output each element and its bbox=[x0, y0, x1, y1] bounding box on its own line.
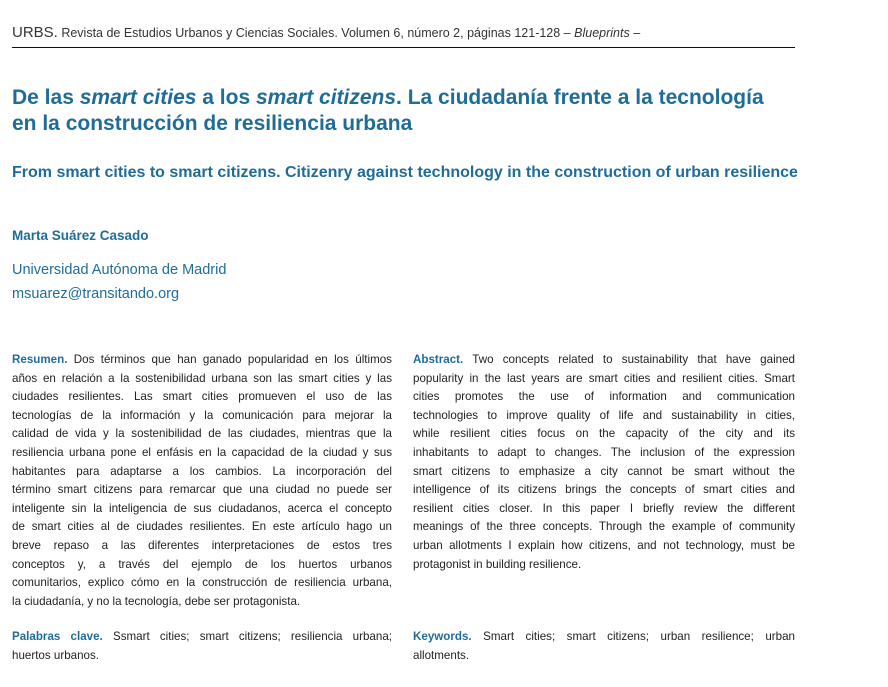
text-line bbox=[413, 556, 795, 575]
header-rule bbox=[12, 47, 795, 48]
line-text: inteligente sin la inteligencia de sus ciudadanos, acerca el concepto bbox=[12, 501, 392, 515]
text-line bbox=[413, 500, 795, 519]
title-part: . La ciudadanía frente a la tecnología en la construcción de resiliencia urbana bbox=[12, 86, 764, 135]
title-part: a los bbox=[196, 86, 256, 109]
text-line bbox=[12, 407, 392, 426]
line-text: resilient cities closer. In this paper I briefly review the different bbox=[413, 501, 795, 515]
section-name: Blueprints bbox=[574, 26, 630, 40]
title-italic: smart citizens bbox=[255, 86, 397, 109]
section-label: Keywords. bbox=[413, 630, 472, 643]
resumen-block bbox=[12, 351, 392, 611]
line-text: años en relación a la sostenibilidad urbana son las smart cities y las bbox=[12, 371, 392, 385]
english-title: From smart cities to smart citizens. Citizenry against technology in the construction of urban resilience bbox=[12, 164, 798, 181]
author-affiliation: Universidad Autónoma de Madrid bbox=[12, 262, 227, 278]
abstract-block bbox=[413, 351, 795, 574]
title-italic: smart cities bbox=[79, 86, 197, 109]
line-text: la ciudadanía, y no la tecnología, debe ser protagonista. bbox=[12, 594, 301, 608]
text-line bbox=[12, 425, 392, 444]
text-line bbox=[12, 351, 392, 370]
text-line bbox=[12, 444, 392, 463]
line-text: Ssmart cities; smart citizens; resiliencia urbana; bbox=[112, 630, 392, 643]
line-text: protagonist in building resilience. bbox=[413, 557, 582, 571]
text-line bbox=[12, 500, 392, 519]
section-label: Abstract. bbox=[413, 353, 464, 366]
line-text: de smart cities al de ciudades resilientes. En este artículo hago un bbox=[12, 520, 392, 534]
text-line bbox=[12, 481, 392, 500]
line-text: urban allotments I explain how citizens, and not technology, must be bbox=[413, 538, 795, 552]
line-text: cities promotes the use of information and communication bbox=[413, 390, 795, 404]
journal-short-name: URBS. bbox=[12, 24, 58, 41]
author-name: Marta Suárez Casado bbox=[12, 228, 149, 243]
line-text: calidad de vida y la sostenibilidad de las ciudades, mientras que la bbox=[12, 427, 392, 441]
line-text: comunitarios, explico cómo en la construcción de resiliencia urbana, bbox=[12, 576, 392, 590]
header-dash: – bbox=[629, 26, 641, 40]
line-text: popularity in the last years are smart cities and resilient cities. Smart bbox=[413, 371, 795, 385]
keywords-block bbox=[413, 628, 795, 665]
line-text: ciudades resilientes. Las smart cities promueven el uso de las bbox=[12, 390, 392, 404]
text-line bbox=[413, 481, 795, 500]
text-line bbox=[12, 628, 392, 647]
line-text: allotments. bbox=[413, 648, 470, 662]
text-line bbox=[413, 388, 795, 407]
line-text: resiliencia urbana pone el enfásis en la capacidad de la ciudad y sus bbox=[12, 445, 392, 459]
text-line bbox=[12, 463, 392, 482]
line-text: Smart cities; smart citizens; urban resilience; urban bbox=[483, 630, 795, 643]
line-text: technologies to improve quality of life and sustainability in cities, bbox=[413, 408, 795, 422]
text-line bbox=[413, 425, 795, 444]
text-line bbox=[12, 647, 392, 666]
title-part: De las bbox=[12, 86, 80, 109]
line-text: término smart citizens para remarcar que una ciudad no puede ser bbox=[12, 483, 392, 497]
line-text: conceptos y, a través del ejemplo de los huertos urbanos bbox=[12, 557, 392, 571]
text-line bbox=[12, 593, 392, 612]
text-line bbox=[413, 444, 795, 463]
text-line bbox=[413, 628, 795, 647]
text-line bbox=[12, 537, 392, 556]
line-text: intelligence of its citizens brings the concepts of smart cities and bbox=[413, 483, 795, 497]
section-label: Resumen. bbox=[12, 353, 68, 366]
palabras-clave-block bbox=[12, 628, 392, 665]
text-line bbox=[413, 537, 795, 556]
text-line bbox=[413, 518, 795, 537]
text-line bbox=[413, 370, 795, 389]
line-text: Two concepts related to sustainability that have gained bbox=[472, 353, 795, 366]
running-header bbox=[12, 24, 640, 41]
section-label: Palabras clave. bbox=[12, 630, 103, 643]
text-line bbox=[413, 647, 795, 666]
line-text: while resilient cities focus on the capacity of the city and its bbox=[413, 427, 795, 441]
text-line bbox=[413, 407, 795, 426]
text-line bbox=[12, 518, 392, 537]
article-title bbox=[12, 85, 792, 137]
text-line bbox=[12, 574, 392, 593]
text-line bbox=[413, 463, 795, 482]
line-text: inhabitants to adapt to changes. The inclusion of the expression bbox=[413, 445, 795, 459]
text-line bbox=[12, 370, 392, 389]
text-line bbox=[12, 556, 392, 575]
line-text: smart citizens to emphasize a city cannot be smart without the bbox=[413, 464, 795, 478]
line-text: breve repaso a las diferentes interpretaciones de estos tres bbox=[12, 538, 392, 552]
text-line bbox=[413, 351, 795, 370]
text-line bbox=[12, 388, 392, 407]
line-text: huertos urbanos. bbox=[12, 648, 100, 662]
author-email[interactable]: msuarez@transitando.org bbox=[12, 286, 180, 302]
journal-details: Revista de Estudios Urbanos y Ciencias Sociales. Volumen 6, número 2, páginas 121-128 – bbox=[57, 26, 575, 40]
line-text: habitantes para adaptarse a los cambios. La incorporación del bbox=[12, 464, 392, 478]
line-text: Dos términos que han ganado popularidad en los últimos bbox=[73, 353, 392, 366]
line-text: tecnologías de la información y la comunicación para mejorar la bbox=[12, 408, 392, 422]
line-text: meanings of the three concepts. Through the example of community bbox=[413, 520, 795, 534]
